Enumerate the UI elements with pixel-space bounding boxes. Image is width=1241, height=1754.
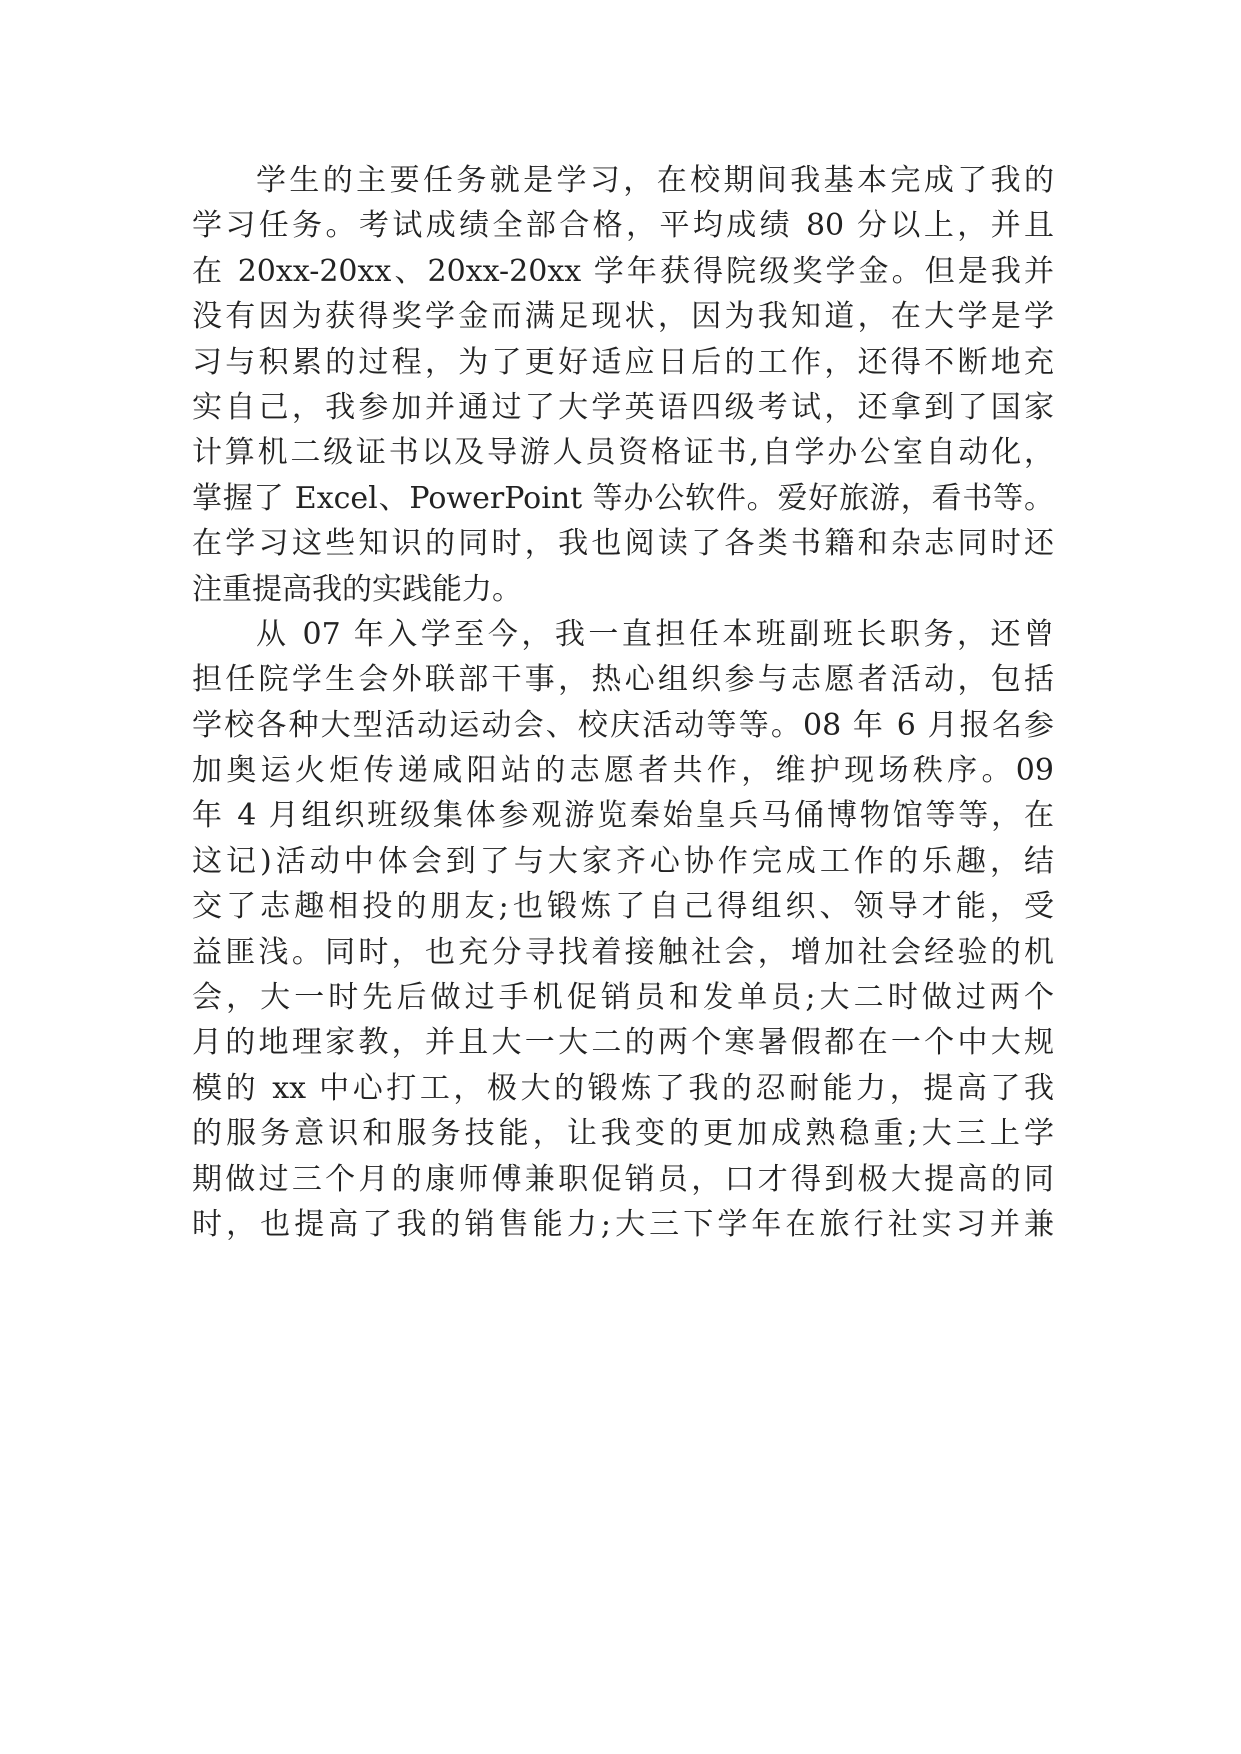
paragraph-line: 的服务意识和服务技能，让我变的更加成熟稳重;大三上学 <box>192 1116 1054 1152</box>
body-text <box>192 158 1054 1247</box>
paragraph-line: 年 4 月组织班级集体参观游览秦始皇兵马俑博物馆等等，在 <box>192 798 1054 834</box>
paragraph-line: 实自己，我参加并通过了大学英语四级考试，还拿到了国家 <box>192 389 1054 425</box>
paragraph-line: 加奥运火炬传递咸阳站的志愿者共作，维护现场秩序。09 <box>192 753 1054 789</box>
paragraph-line: 掌握了 Excel、PowerPoint 等办公软件。爱好旅游，看书等。 <box>192 480 1054 516</box>
paragraph-line: 学校各种大型活动运动会、校庆活动等等。08 年 6 月报名参 <box>192 707 1054 743</box>
paragraph-line: 交了志趣相投的朋友;也锻炼了自己得组织、领导才能，受 <box>192 889 1054 925</box>
paragraph-line: 注重提高我的实践能力。 <box>192 571 522 607</box>
paragraph-line: 会，大一时先后做过手机促销员和发单员;大二时做过两个 <box>192 980 1054 1016</box>
paragraph-line: 学生的主要任务就是学习，在校期间我基本完成了我的 <box>256 163 1054 198</box>
paragraph-2 <box>192 612 1054 1247</box>
paragraph-line: 月的地理家教，并且大一大二的两个寒暑假都在一个中大规 <box>192 1025 1054 1061</box>
paragraph-line: 在 20xx-20xx、20xx-20xx 学年获得院级奖学金。但是我并 <box>192 253 1054 289</box>
paragraph-line: 学习任务。考试成绩全部合格，平均成绩 80 分以上，并且 <box>192 208 1054 244</box>
paragraph-line: 从 07 年入学至今，我一直担任本班副班长职务，还曾 <box>256 616 1054 652</box>
paragraph-line: 计算机二级证书以及导游人员资格证书,自学办公室自动化， <box>192 435 1054 471</box>
paragraph-1 <box>192 158 1054 612</box>
paragraph-line: 在学习这些知识的同时，我也阅读了各类书籍和杂志同时还 <box>192 526 1054 562</box>
paragraph-line: 习与积累的过程，为了更好适应日后的工作，还得不断地充 <box>192 344 1054 380</box>
paragraph-line: 期做过三个月的康师傅兼职促销员，口才得到极大提高的同 <box>192 1161 1054 1197</box>
paragraph-line: 时，也提高了我的销售能力;大三下学年在旅行社实习并兼 <box>192 1206 1054 1242</box>
paragraph-line: 担任院学生会外联部干事，热心组织参与志愿者活动，包括 <box>192 662 1054 698</box>
paragraph-line: 益匪浅。同时，也充分寻找着接触社会，增加社会经验的机 <box>192 934 1054 970</box>
paragraph-line: 没有因为获得奖学金而满足现状，因为我知道，在大学是学 <box>192 299 1054 335</box>
paragraph-line: 这记)活动中体会到了与大家齐心协作完成工作的乐趣，结 <box>192 843 1054 879</box>
paragraph-line: 模的 xx 中心打工，极大的锻炼了我的忍耐能力，提高了我 <box>192 1070 1054 1106</box>
